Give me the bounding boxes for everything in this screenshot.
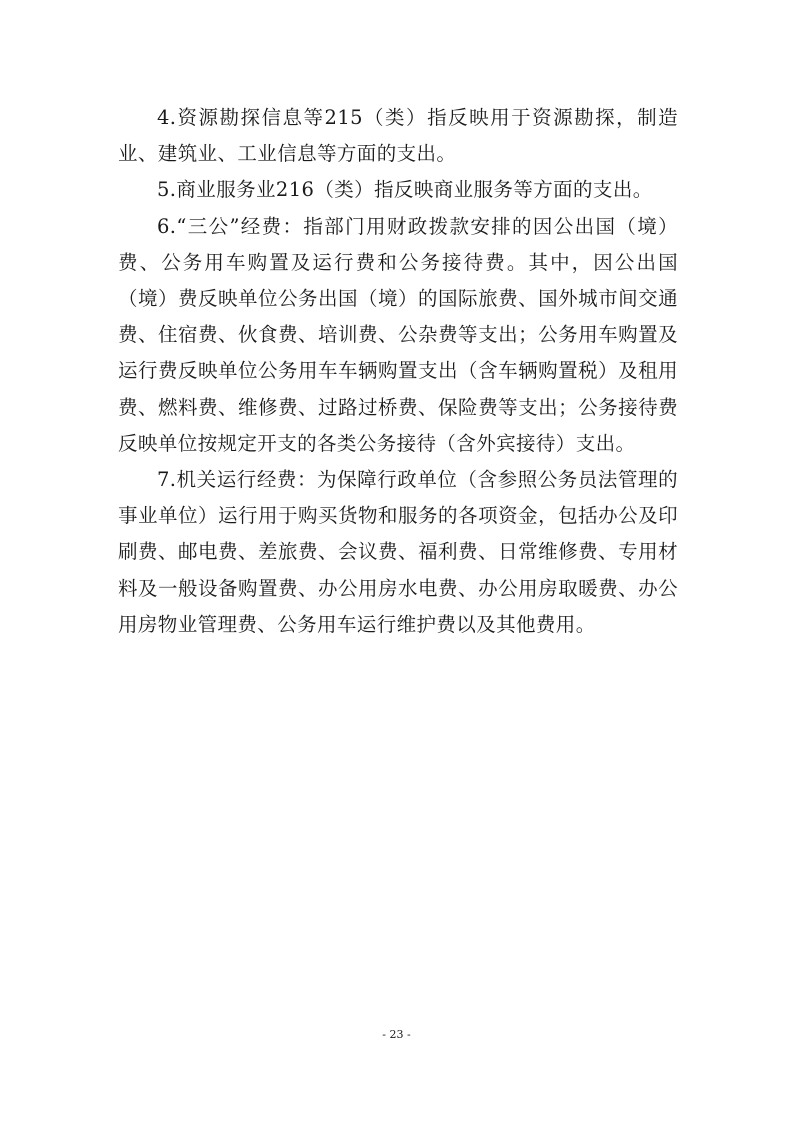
- paragraph-resource-exploration: 4.资源勘探信息等215（类）指反映用于资源勘探，制造业、建筑业、工业信息等方面的支出。: [118, 106, 678, 166]
- paragraph-office-operating-expenses: 7.机关运行经费：为保障行政单位（含参照公务员法管理的事业单位）运行用于购买货物和服务的各项资金，包括办公及印刷费、邮电费、差旅费、会议费、福利费、日常维修费、专用材料及一般设备购置费、办公用房水电费、办公用房取暖费、办公用房物业管理费、公务用车运行维护费以及其他费用。: [118, 468, 678, 636]
- page-number: - 23 -: [382, 1028, 411, 1041]
- document-body: [118, 100, 678, 643]
- paragraph-three-public-expenses: 6.“三公”经费：指部门用财政拨款安排的因公出国（境）费、公务用车购置及运行费和公务接待费。其中，因公出国（境）费反映单位公务出国（境）的国际旅费、国外城市间交通费、住宿费、伙食费、培训费、公杂费等支出；公务用车购置及运行费反映单位公务用车车辆购置支出（含车辆购置税）及租用费、燃料费、维修费、过路过桥费、保险费等支出；公务接待费反映单位按规定开支的各类公务接待（含外宾接待）支出。: [118, 214, 678, 455]
- paragraph-commercial-services: 5.商业服务业216（类）指反映商业服务等方面的支出。: [157, 178, 653, 202]
